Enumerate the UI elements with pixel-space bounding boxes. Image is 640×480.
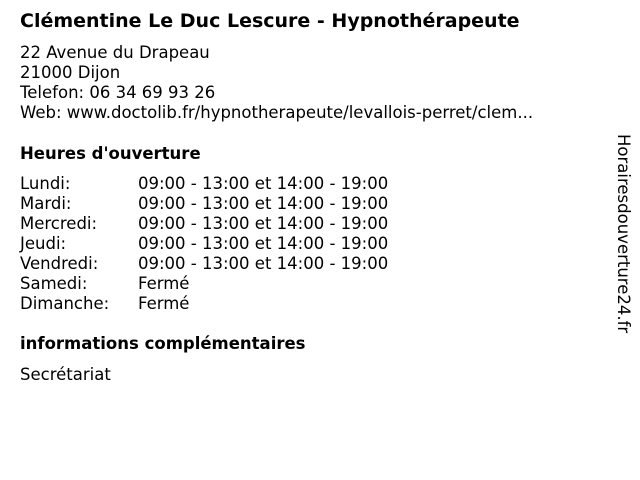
day-label: Mercredi: bbox=[20, 214, 98, 233]
day-label: Dimanche: bbox=[20, 294, 110, 313]
day-hours: 09:00 - 13:00 et 14:00 - 19:00 bbox=[138, 174, 389, 193]
day-label: Mardi: bbox=[20, 194, 72, 213]
phone-number[interactable]: Telefon: 06 34 69 93 26 bbox=[20, 83, 216, 102]
hours-row-wednesday bbox=[20, 214, 388, 234]
opening-hours-table bbox=[20, 174, 388, 314]
day-hours: 09:00 - 13:00 et 14:00 - 19:00 bbox=[138, 194, 389, 213]
hours-row-thursday bbox=[20, 234, 388, 254]
day-hours: 09:00 - 13:00 et 14:00 - 19:00 bbox=[138, 214, 389, 233]
website-link[interactable]: Web: www.doctolib.fr/hypnotherapeute/levallois-perret/clem... bbox=[20, 103, 534, 122]
page-title: Clémentine Le Duc Lescure - Hypnothérapeute bbox=[20, 10, 520, 32]
address-street: 22 Avenue du Drapeau bbox=[20, 43, 210, 62]
hours-row-sunday bbox=[20, 294, 388, 314]
hours-row-monday bbox=[20, 174, 388, 194]
day-hours: Fermé bbox=[138, 274, 190, 293]
day-label: Jeudi: bbox=[20, 234, 67, 253]
hours-row-tuesday bbox=[20, 194, 388, 214]
day-label: Vendredi: bbox=[20, 254, 99, 273]
hours-row-friday bbox=[20, 254, 388, 274]
day-label: Lundi: bbox=[20, 174, 71, 193]
additional-info-heading: informations complémentaires bbox=[20, 334, 306, 353]
contact-block bbox=[20, 43, 533, 123]
day-hours: 09:00 - 13:00 et 14:00 - 19:00 bbox=[138, 234, 389, 253]
opening-hours-heading: Heures d'ouverture bbox=[20, 144, 201, 163]
hours-row-saturday bbox=[20, 274, 388, 294]
site-watermark: Horairesdouverture24.fr bbox=[614, 134, 633, 334]
day-hours: 09:00 - 13:00 et 14:00 - 19:00 bbox=[138, 254, 389, 273]
additional-info-text: Secrétariat bbox=[20, 365, 111, 384]
day-hours: Fermé bbox=[138, 294, 190, 313]
address-city: 21000 Dijon bbox=[20, 63, 121, 82]
day-label: Samedi: bbox=[20, 274, 88, 293]
